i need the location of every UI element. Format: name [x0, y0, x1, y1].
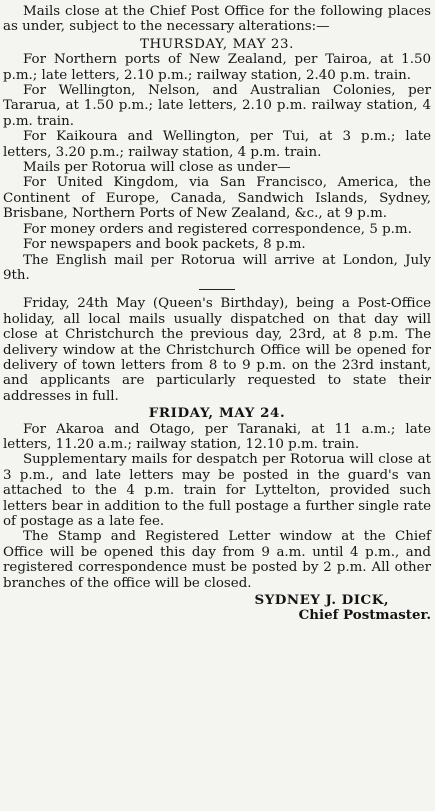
- thursday-item-newspapers: For newspapers and book packets, 8 p.m.: [23, 237, 306, 253]
- thursday-item-kaikoura: For Kaikoura and Wellington, per Tui, at 3 p.m.; late letters, 3.20 p.m.; railway station, 4 p.m. train.: [3, 129, 431, 160]
- signature-block: [3, 593, 431, 624]
- thursday-item-rotorua-intro: Mails per Rotorua will close as under—: [23, 160, 291, 176]
- thursday-heading: THURSDAY, MAY 23.: [139, 36, 295, 52]
- thursday-item-united-kingdom: For United Kingdom, via San Francisco, America, the Continent of Europe, Canada, Sandwich Islands, Sydney, Brisbane, Northern Ports of New Zealand, &c., at 9 p.m.: [3, 175, 431, 222]
- friday-item-akaroa-otago: For Akaroa and Otago, per Taranaki, at 11 a.m.; late letters, 11.20 a.m.; railway station, 12.10 p.m. train.: [3, 421, 431, 452]
- post-office-notice: [3, 4, 431, 624]
- thursday-item-english-mail: The English mail per Rotorua will arrive at London, July 9th.: [3, 252, 431, 283]
- friday-item-supplementary-mails: Supplementary mails for despatch per Rotorua will close at 3 p.m., and late letters may be posted in the guard's van attached to the 4 p.m. train for Lyttelton, provided such letters bear in addition to the full postage a further single rate of postage as a late fee.: [3, 452, 431, 529]
- friday-heading: FRIDAY, MAY 24.: [148, 405, 286, 422]
- friday-item-stamp-window: The Stamp and Registered Letter window at the Chief Office will be opened this day from 9 a.m. until 4 p.m., and registered correspondence must be posted by 2 p.m. All other branches of the office will be closed.: [3, 529, 431, 591]
- signature-name: SYDNEY J. DICK,: [254, 592, 389, 609]
- thursday-item-wellington-nelson: For Wellington, Nelson, and Australian Colonies, per Tararua, at 1.50 p.m.; late letters, 2.10 p.m. railway station, 4 p.m. train.: [3, 83, 431, 129]
- thursday-item-money-orders: For money orders and registered correspondence, 5 p.m.: [23, 221, 412, 237]
- thursday-item-northern-ports: For Northern ports of New Zealand, per Tairoa, at 1.50 p.m.; late letters, 2.10 p.m.; railway station, 2.40 p.m. train.: [3, 52, 431, 83]
- signature-title: Chief Postmaster.: [298, 607, 431, 624]
- section-divider-rule: [199, 289, 235, 290]
- intro-paragraph: Mails close at the Chief Post Office for the following places as under, subject to the necessary alterations:—: [3, 4, 431, 35]
- holiday-note-paragraph: Friday, 24th May (Queen's Birthday), being a Post-Office holiday, all local mails usually dispatched on that day will close at Christchurch the previous day, 23rd, at 8 p.m. The delivery window at the Christchurch Office will be opened for delivery of town letters from 8 to 9 p.m. on the 23rd instant, and applicants are particularly requested to state their addresses in full.: [3, 296, 431, 404]
